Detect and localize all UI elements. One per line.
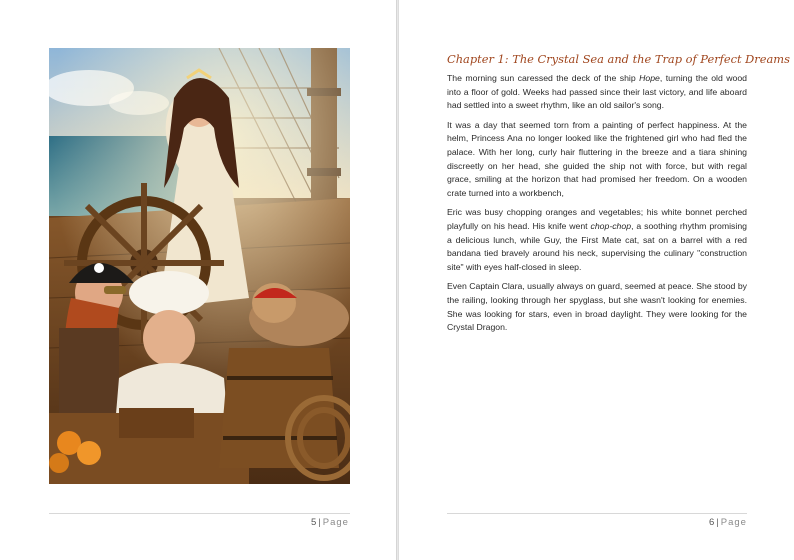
footer-rule-left xyxy=(49,513,350,514)
page-number: 6 xyxy=(709,517,715,528)
paragraph-4: Even Captain Clara, usually always on guard, seemed at peace. She stood by the railing, looking through her spyglass, but she wasn't looking for enemies. She was looking for stars, even in broad daylight. They were looking for the Crystal Dragon. xyxy=(447,281,747,333)
chapter-body xyxy=(447,72,747,341)
page-number: 5 xyxy=(311,517,317,528)
page-number-right xyxy=(709,517,747,528)
pirate-ship-scene xyxy=(49,48,350,484)
page-word: Page xyxy=(720,517,747,528)
footer-rule-right xyxy=(447,513,747,514)
chapter-illustration xyxy=(49,48,350,484)
chapter-title: Chapter 1: The Crystal Sea and the Trap of Perfect Dreams xyxy=(447,52,790,66)
page-number-left xyxy=(311,517,349,528)
paragraph-3: Eric was busy chopping oranges and vegetables; his white bonnet perched playfully on his head. His knife went chop-chop, a soothing rhythm promising a delicious lunch, while Guy, the First Mate cat, sat on a barrel with a red bandana tied bravely around his neck, supervising the culinary "construction site" with eyes half-closed in sleep. xyxy=(447,207,747,272)
paragraph-1: The morning sun caressed the deck of the ship Hope, turning the old wood into a floor of gold. Weeks had passed since their last victory, and life aboard had settled into a sweet rhythm, like an old sailor's song. xyxy=(447,73,747,111)
page-separator: | xyxy=(716,517,719,528)
page-word: Page xyxy=(322,517,349,528)
page-separator: | xyxy=(318,517,321,528)
paragraph-2: It was a day that seemed torn from a painting of perfect happiness. At the helm, Princess Ana no longer looked like the frightened girl who had fled the palace. With her long, curly hair fluttering in the breeze and a tiara shining discreetly on her head, she guided the ship not with force, but with regal grace, smiling at the horizon that had promised her freedom. On a wooden crate turned into a workbench, xyxy=(447,119,747,198)
